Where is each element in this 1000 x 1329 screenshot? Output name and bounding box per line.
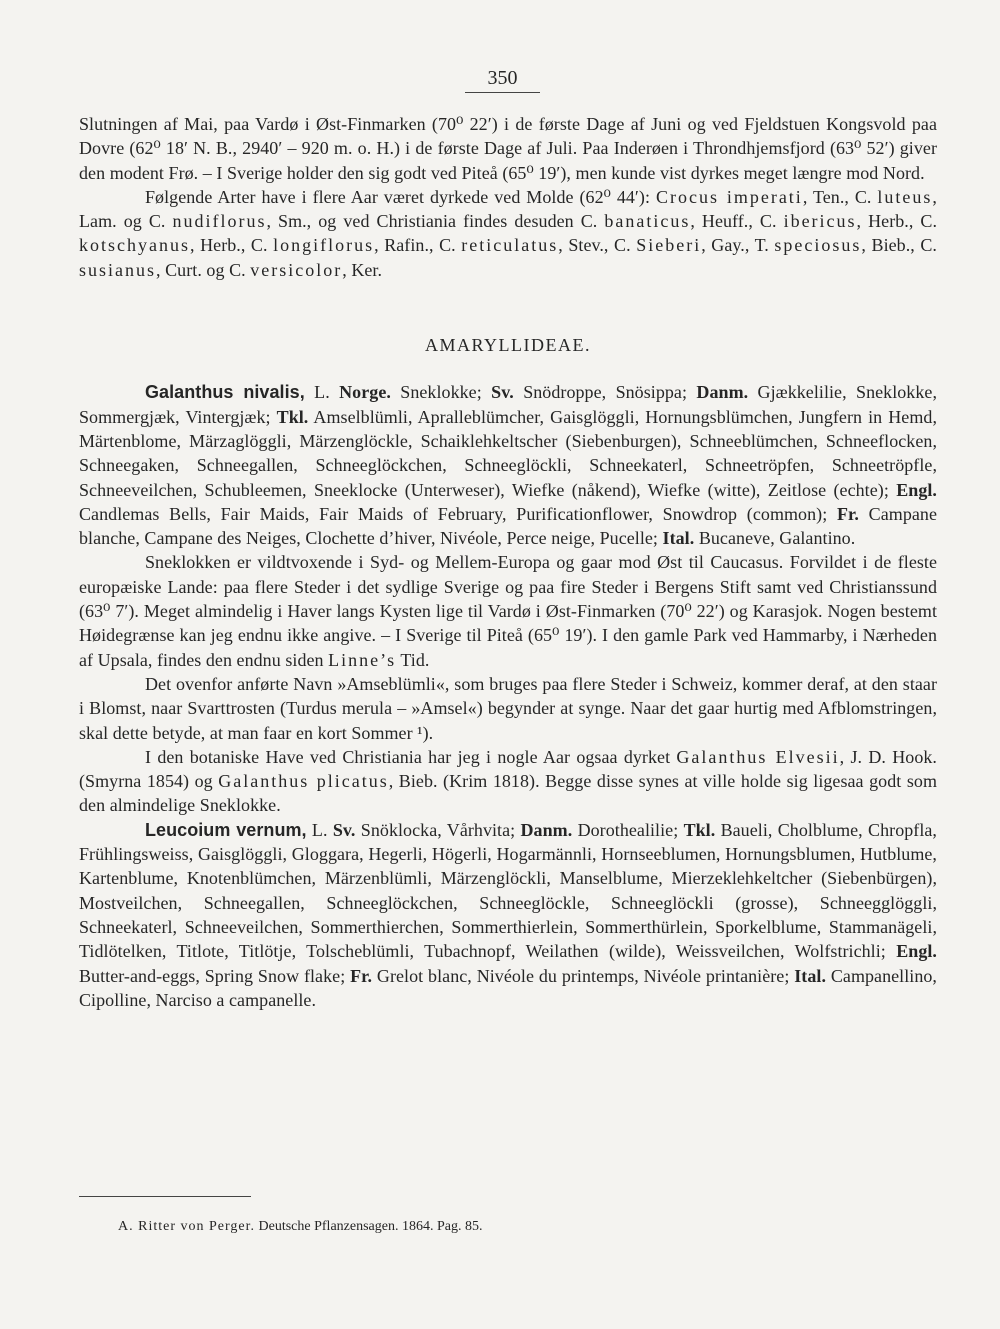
page-number: 350 xyxy=(465,66,540,93)
text-run: , Lam. og C. xyxy=(79,186,937,232)
text-run: Amselblümli, Apralleblümcher, Gaisglöggli, Hornungsblümchen, Jungfern in Hemd, Märtenblome, Märzaglöggli, Märzenglöckle, Schaiklehkeltscher (Siebenburgen), Schneeblümchen, Schneeflocken, Schneegaken, Schneegallen, Schneeglöckchen, Schneeglöckli, Schneekaterl, Schneetröpfen, Schneetröpfle, Schneeveilchen, Schubleemen, Sneeklocke (Unterweser), Wiefke (nåkend), Wiefke (witte), Zeitlose (echte); xyxy=(79,406,937,500)
language-label: Tkl. xyxy=(276,406,309,427)
entry-galanthus-nivalis xyxy=(79,380,937,550)
language-label: Fr. xyxy=(836,503,859,524)
text-run: , Herb., C. xyxy=(190,235,274,256)
person-name: Linne’s xyxy=(328,649,397,670)
text-run: , Bieb. (Krim 1818). Begge disse synes at ville holde sig ligesaa godt som den almindelige Sneklokke. xyxy=(79,771,937,816)
species-name: reticulatus xyxy=(461,235,559,256)
text-run: , Curt. og C. xyxy=(156,259,251,280)
footnote-rule xyxy=(79,1196,251,1197)
entry-heading: Leucoium vernum, xyxy=(145,819,307,840)
text-run: Tid. xyxy=(396,649,430,670)
text-run: , Stev., C. xyxy=(558,235,637,256)
footnote xyxy=(118,1218,918,1236)
text-run: , Heuff., C. xyxy=(690,211,784,232)
species-name: versicolor xyxy=(250,259,343,280)
species-name: Sieberi xyxy=(636,235,702,256)
species-name: Crocus imperati xyxy=(655,186,803,207)
paragraph-name-origin: Det ovenfor anførte Navn »Amseblümli«, som bruges paa flere Steder i Schweiz, kommer deraf, at den staar i Blomst, naar Svarttrosten (Turdus merula – »Amsel«) begynder at synge. Naar det gaar hurtig med Afblomstringen, skal dette betyde, at man faar en kort Sommer ¹). xyxy=(79,673,937,743)
text-run: , Ten., C. xyxy=(802,186,878,207)
text-run: , J. D. Hook. (Smyrna 1854) og xyxy=(79,746,937,792)
language-label: Tkl. xyxy=(683,819,716,840)
species-name: nudiflorus xyxy=(172,211,267,232)
paragraph-cultivation xyxy=(79,745,937,818)
entry-heading: Galanthus nivalis, xyxy=(145,382,305,403)
text-run: Baueli, Cholblume, Chropfla, Frühlingsweiss, Gaisglöggli, Gloggara, Hegerli, Högerli, Hogarmännli, Hornseeblumen, Hornungsblumen, Hutblume, Kartenblume, Knotenblümchen, Märzenblümli, Märzenglöckli, Manselblume, Mierzeklehkeltcher (Siebenbürgen), Mostveilchen, Schneegallen, Schneeglöckchen, Schneeglöckle, Schneeglöckli (grosse), Schneegglöggli, Schneekaterl, Schneeveilchen, Sommerthierchen, Sommerthierlein, Sommerthürlein, Sporkelblume, Stammanägeli, Tidlötelken, Titlote, Titlötje, Tolscheblümli, Tubachnopf, Weilathen (wilde), Weissveilchen, Wolfstrichli; xyxy=(79,819,937,962)
text-run: Sneklokke; xyxy=(390,382,492,403)
text-run: Grelot blanc, Nivéole du printemps, Nivéole printanière; xyxy=(372,965,795,986)
language-label: Ital. xyxy=(794,965,826,986)
species-name: Galanthus plicatus xyxy=(218,771,389,792)
paragraph-crocus-species xyxy=(79,185,937,282)
text-run: Butter-and-eggs, Spring Snow flake; xyxy=(79,965,351,986)
text-run: Gjækkelilie, Sneklokke, Sommergjæk, Vintergjæk; xyxy=(79,382,937,427)
text-run: Campanellino, Cipolline, Narciso a campanelle. xyxy=(79,965,937,1010)
text-run: L. xyxy=(306,819,333,840)
text-run: Snödroppe, Snösippa; xyxy=(513,382,697,403)
language-label: Ital. xyxy=(662,528,695,549)
species-name: longiflorus xyxy=(273,235,375,256)
text-run: , Bieb., C. xyxy=(861,235,937,256)
species-name: susianus xyxy=(79,259,157,280)
text-run: I den botaniske Have ved Christiania har jeg i nogle Aar ogsaa dyrket xyxy=(145,746,677,767)
species-name: ibericus xyxy=(783,211,857,232)
language-label: Engl. xyxy=(896,941,937,962)
footnote-author: A. Ritter von Perger. xyxy=(118,1219,256,1234)
text-run: Følgende Arter have i flere Aar været dyrkede ved Molde (62⁰ 44′): xyxy=(145,186,656,207)
species-name: Galanthus Elvesii xyxy=(676,746,840,767)
body-text xyxy=(79,112,937,1012)
text-run: Snöklocka, Vårhvita; xyxy=(355,819,521,840)
text-run: Dorothealilie; xyxy=(572,819,684,840)
text-run: Bucaneve, Galantino. xyxy=(694,528,856,549)
section-title: AMARYLLIDEAE. xyxy=(425,335,591,356)
language-label: Danm. xyxy=(520,819,573,840)
language-label: Sv. xyxy=(491,382,514,403)
species-name: banaticus xyxy=(604,211,691,232)
language-label: Engl. xyxy=(896,479,937,500)
language-label: Danm. xyxy=(696,382,749,403)
footnote-text: Deutsche Pflanzensagen. 1864. Pag. 85. xyxy=(255,1219,483,1234)
text-run: L. xyxy=(304,382,340,403)
language-label: Norge. xyxy=(339,382,391,403)
text-run: Sneklokken er vildtvoxende i Syd- og Mellem-Europa og gaar mod Øst til Caucasus. Forvildet i de fleste europæiske Lande: paa flere Steder i det sydlige Sverige og paa fire Steder i Bergens Stift samt ved Christianssund (63⁰ 7′). Meget almindelig i Haver langs Kysten lige til Vardø i Øst-Finmarken (70⁰ 22′) og Karasjok. Nogen bestemt Høidegrænse kan jeg endnu ikke angive. – I Sverige til Piteå (65⁰ 19′). I den gamle Park ved Hammarby, i Nærheden af Upsala, findes den endnu siden xyxy=(79,552,937,670)
language-label: Fr. xyxy=(350,965,373,986)
entry-leucoium-vernum xyxy=(79,818,937,1012)
language-label: Sv. xyxy=(332,819,356,840)
text-run: , Sm., og ved Christiania findes desuden C. xyxy=(266,211,605,232)
text-run: Campane blanche, Campane des Neiges, Clochette d’hiver, Nivéole, Perce neige, Pucelle; xyxy=(79,503,937,549)
text-run: , Rafin., C. xyxy=(374,235,462,256)
text-run: , Herb., C. xyxy=(856,211,938,232)
text-run: Candlemas Bells, Fair Maids, Fair Maids of February, Purificationflower, Snowdrop (common); xyxy=(79,503,837,524)
paragraph-distribution xyxy=(79,550,937,671)
paragraph-crocus-flowering: Slutningen af Mai, paa Vardø i Øst-Finmarken (70⁰ 22′) i de første Dage af Juni og ved Fjeldstuen Kongsvold paa Dovre (62⁰ 18′ N. B., 2940′ – 920 m. o. H.) i de første Dage af Juli. Paa Inderøen i Throndhjemsfjord (63⁰ 52′) giver den modent Frø. – I Sverige holder den sig godt ved Piteå (65⁰ 19′), men kunde vist dyrkes meget længre mod Nord. xyxy=(79,114,937,183)
species-name: luteus xyxy=(877,186,933,207)
text-run: , Ker. xyxy=(342,259,383,280)
species-name: kotschyanus xyxy=(79,235,190,256)
text-run: , Gay., T. xyxy=(701,235,775,256)
species-name: speciosus xyxy=(774,235,862,256)
